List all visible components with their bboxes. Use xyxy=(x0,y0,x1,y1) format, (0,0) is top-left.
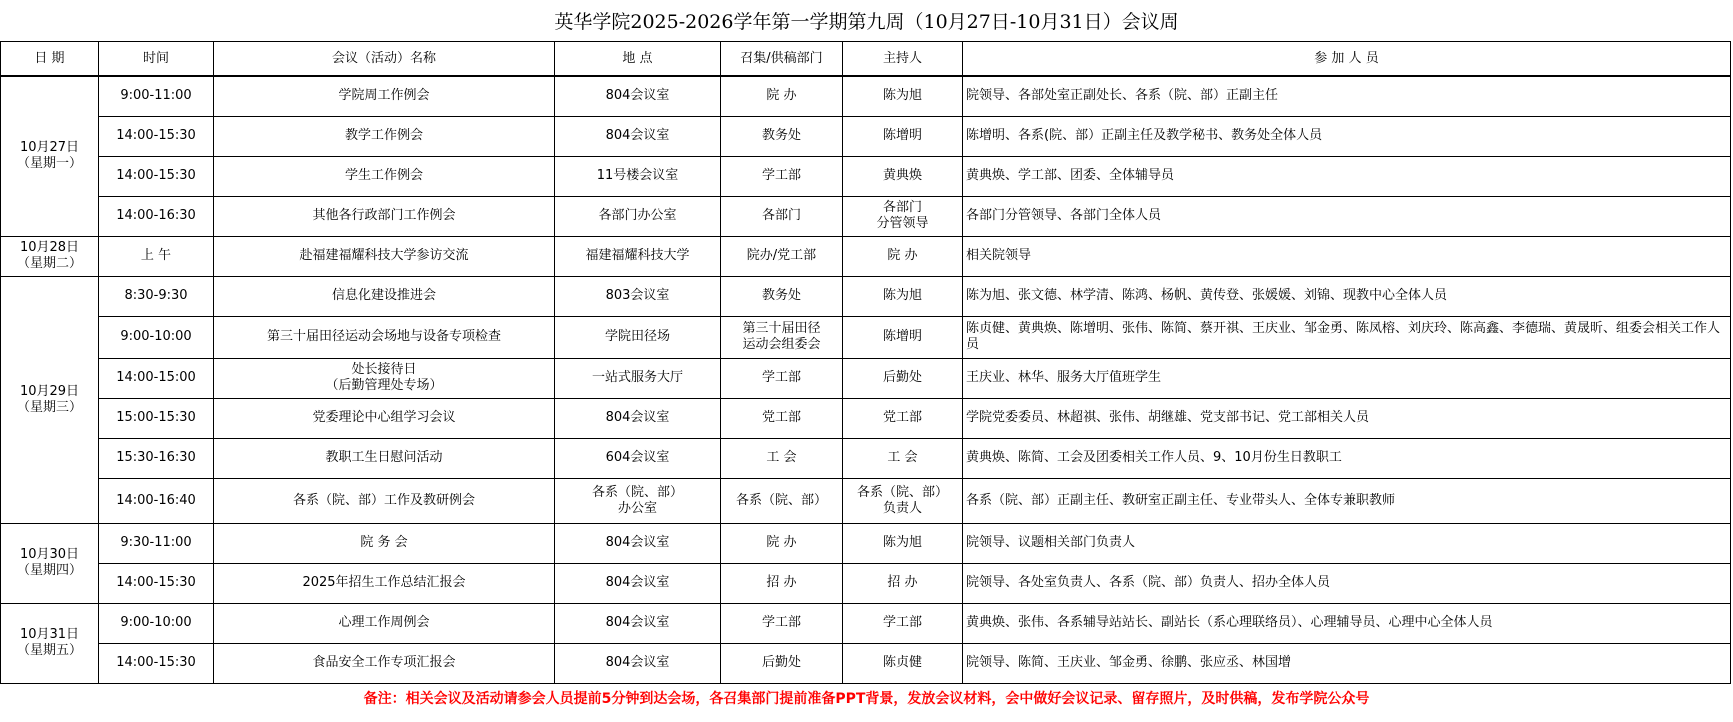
location-cell: 一站式服务大厅 xyxy=(555,358,721,398)
department-cell: 学工部 xyxy=(721,603,843,643)
meeting-name-cell: 党委理论中心组学习会议 xyxy=(214,398,555,438)
attendees-cell: 陈增明、各系(院、部）正副主任及教学秘书、教务处全体人员 xyxy=(963,116,1731,156)
department-cell: 学工部 xyxy=(721,156,843,196)
attendees-cell: 黄典焕、张伟、各系辅导站站长、副站长（系心理联络员）、心理辅导员、心理中心全体人员 xyxy=(963,603,1731,643)
time-cell: 上 午 xyxy=(99,236,214,276)
date: 10月27日 xyxy=(19,140,80,156)
department-cell: 工 会 xyxy=(721,438,843,478)
attendees-cell: 陈为旭、张文德、林学清、陈鸿、杨帆、黄传登、张媛媛、刘锦、现教中心全体人员 xyxy=(963,276,1731,316)
location-cell: 804会议室 xyxy=(555,643,721,683)
time-cell: 14:00-15:30 xyxy=(99,156,214,196)
table-row xyxy=(1,523,1731,563)
time-cell: 14:00-16:30 xyxy=(99,196,214,236)
location-cell: 福建福耀科技大学 xyxy=(555,236,721,276)
host-cell: 院 办 xyxy=(843,236,963,276)
host-cell: 招 办 xyxy=(843,563,963,603)
date-cell xyxy=(1,603,99,683)
time-cell: 9:30-11:00 xyxy=(99,523,214,563)
host-cell: 各部门 分管领导 xyxy=(843,196,963,236)
host-cell: 陈为旭 xyxy=(843,276,963,316)
time-cell: 15:30-16:30 xyxy=(99,438,214,478)
table-row xyxy=(1,563,1731,603)
time-cell: 14:00-16:40 xyxy=(99,478,214,523)
weekday: （星期五） xyxy=(16,643,82,658)
attendees-cell: 相关院领导 xyxy=(963,236,1731,276)
location-cell: 804会议室 xyxy=(555,116,721,156)
table-row xyxy=(1,196,1731,236)
host-cell: 后勤处 xyxy=(843,358,963,398)
location-cell: 804会议室 xyxy=(555,603,721,643)
location-cell: 803会议室 xyxy=(555,276,721,316)
department-cell: 各部门 xyxy=(721,196,843,236)
host-cell: 工 会 xyxy=(843,438,963,478)
host-cell: 陈增明 xyxy=(843,116,963,156)
meeting-name-cell: 食品安全工作专项汇报会 xyxy=(214,643,555,683)
location-cell: 804会议室 xyxy=(555,523,721,563)
department-cell: 院 办 xyxy=(721,76,843,116)
department-cell: 党工部 xyxy=(721,398,843,438)
table-row xyxy=(1,438,1731,478)
meeting-name-cell: 2025年招生工作总结汇报会 xyxy=(214,563,555,603)
host-cell: 学工部 xyxy=(843,603,963,643)
header-department: 召集/供稿部门 xyxy=(721,42,843,77)
table-row xyxy=(1,358,1731,398)
department-cell: 教务处 xyxy=(721,116,843,156)
location-cell: 804会议室 xyxy=(555,398,721,438)
meeting-name-cell: 学生工作例会 xyxy=(214,156,555,196)
attendees-cell: 学院党委委员、林超祺、张伟、胡继雄、党支部书记、党工部相关人员 xyxy=(963,398,1731,438)
attendees-cell: 黄典焕、学工部、团委、全体辅导员 xyxy=(963,156,1731,196)
department-cell: 各系（院、部） xyxy=(721,478,843,523)
weekday: （星期四） xyxy=(16,563,82,578)
department-cell: 学工部 xyxy=(721,358,843,398)
table-row xyxy=(1,276,1731,316)
attendees-cell: 黄典焕、陈简、工会及团委相关工作人员、9、10月份生日教职工 xyxy=(963,438,1731,478)
attendees-cell: 院领导、陈简、王庆业、邹金勇、徐鹏、张应丞、林国增 xyxy=(963,643,1731,683)
date-cell xyxy=(1,76,99,236)
meeting-name-cell: 教职工生日慰问活动 xyxy=(214,438,555,478)
date-cell xyxy=(1,276,99,523)
attendees-cell: 各系（院、部）正副主任、教研室正副主任、专业带头人、全体专兼职教师 xyxy=(963,478,1731,523)
meeting-schedule-table xyxy=(0,41,1731,684)
header-meeting-name: 会议（活动）名称 xyxy=(214,42,555,77)
department-cell: 第三十届田径 运动会组委会 xyxy=(721,316,843,358)
department-cell: 院 办 xyxy=(721,523,843,563)
time-cell: 14:00-15:00 xyxy=(99,358,214,398)
location-cell: 学院田径场 xyxy=(555,316,721,358)
table-row xyxy=(1,603,1731,643)
host-cell: 陈贞健 xyxy=(843,643,963,683)
host-cell: 各系（院、部） 负责人 xyxy=(843,478,963,523)
date: 10月31日 xyxy=(19,627,80,642)
time-cell: 15:00-15:30 xyxy=(99,398,214,438)
footer-note: 备注：相关会议及活动请参会人员提前5分钟到达会场，各召集部门提前准备PPT背景，发放会议材料，会中做好会议记录、留存照片，及时供稿，发布学院公众号 xyxy=(363,690,1370,707)
meeting-name-cell: 赴福建福耀科技大学参访交流 xyxy=(214,236,555,276)
table-body xyxy=(1,76,1731,683)
time-cell: 9:00-11:00 xyxy=(99,76,214,116)
meeting-name-cell: 教学工作例会 xyxy=(214,116,555,156)
time-cell: 8:30-9:30 xyxy=(99,276,214,316)
attendees-cell: 院领导、议题相关部门负责人 xyxy=(963,523,1731,563)
weekday: （星期三） xyxy=(16,399,82,415)
table-row xyxy=(1,236,1731,276)
attendees-cell: 陈贞健、黄典焕、陈增明、张伟、陈简、蔡开祺、王庆业、邹金勇、陈凤榕、刘庆玲、陈高鑫、李德瑞、黄晟昕、组委会相关工作人员 xyxy=(963,316,1731,358)
location-cell: 11号楼会议室 xyxy=(555,156,721,196)
table-row xyxy=(1,156,1731,196)
time-cell: 14:00-15:30 xyxy=(99,116,214,156)
time-cell: 14:00-15:30 xyxy=(99,643,214,683)
header-host: 主持人 xyxy=(843,42,963,77)
host-cell: 陈增明 xyxy=(843,316,963,358)
header-attendees: 参 加 人 员 xyxy=(963,42,1731,77)
meeting-name-cell: 院 务 会 xyxy=(214,523,555,563)
host-cell: 陈为旭 xyxy=(843,76,963,116)
table-row xyxy=(1,478,1731,523)
location-cell: 各系（院、部） 办公室 xyxy=(555,478,721,523)
time-cell: 14:00-15:30 xyxy=(99,563,214,603)
host-cell: 陈为旭 xyxy=(843,523,963,563)
department-cell: 招 办 xyxy=(721,563,843,603)
weekday: （星期一） xyxy=(16,156,82,172)
host-cell: 黄典焕 xyxy=(843,156,963,196)
department-cell: 后勤处 xyxy=(721,643,843,683)
attendees-cell: 各部门分管领导、各部门全体人员 xyxy=(963,196,1731,236)
meeting-name-cell: 处长接待日 （后勤管理处专场） xyxy=(214,358,555,398)
meeting-name-cell: 第三十届田径运动会场地与设备专项检查 xyxy=(214,316,555,358)
time-cell: 9:00-10:00 xyxy=(99,316,214,358)
host-cell: 党工部 xyxy=(843,398,963,438)
meeting-name-cell: 各系（院、部）工作及教研例会 xyxy=(214,478,555,523)
meeting-name-cell: 学院周工作例会 xyxy=(214,76,555,116)
table-row xyxy=(1,116,1731,156)
meeting-name-cell: 心理工作周例会 xyxy=(214,603,555,643)
date-cell xyxy=(1,236,99,276)
date: 10月29日 xyxy=(19,383,80,399)
date: 10月30日 xyxy=(19,547,80,562)
table-row xyxy=(1,316,1731,358)
table-row xyxy=(1,643,1731,683)
table-row xyxy=(1,76,1731,116)
header-date: 日 期 xyxy=(1,42,99,77)
weekday: （星期二） xyxy=(16,256,82,271)
department-cell: 教务处 xyxy=(721,276,843,316)
location-cell: 各部门办公室 xyxy=(555,196,721,236)
header-time: 时间 xyxy=(99,42,214,77)
meeting-name-cell: 其他各行政部门工作例会 xyxy=(214,196,555,236)
page-title: 英华学院2025-2026学年第一学期第九周（10月27日-10月31日）会议周 xyxy=(554,11,1179,33)
location-cell: 804会议室 xyxy=(555,76,721,116)
attendees-cell: 王庆业、林华、服务大厅值班学生 xyxy=(963,358,1731,398)
meeting-name-cell: 信息化建设推进会 xyxy=(214,276,555,316)
table-row xyxy=(1,398,1731,438)
attendees-cell: 院领导、各处室负责人、各系（院、部）负责人、招办全体人员 xyxy=(963,563,1731,603)
date-cell xyxy=(1,523,99,603)
header-location: 地 点 xyxy=(555,42,721,77)
location-cell: 604会议室 xyxy=(555,438,721,478)
time-cell: 9:00-10:00 xyxy=(99,603,214,643)
table-header-row xyxy=(1,42,1731,77)
date: 10月28日 xyxy=(19,240,80,255)
department-cell: 院办/党工部 xyxy=(721,236,843,276)
attendees-cell: 院领导、各部处室正副处长、各系（院、部）正副主任 xyxy=(963,76,1731,116)
location-cell: 804会议室 xyxy=(555,563,721,603)
